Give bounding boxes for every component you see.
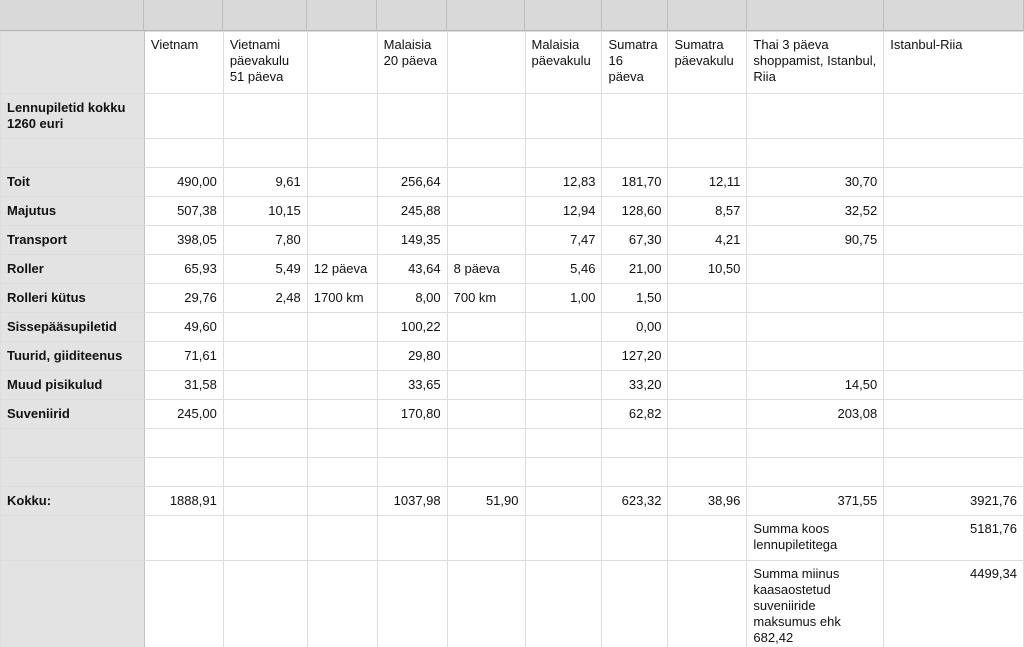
row-label[interactable]: Sissepääsupiletid (1, 313, 145, 342)
row-header[interactable] (1, 458, 145, 487)
row-rolleri-kytus (1, 284, 1024, 313)
cell[interactable]: 29,80 (377, 342, 447, 371)
column-title[interactable]: Vietnami päevakulu 51 päeva (223, 32, 307, 94)
cell[interactable] (144, 561, 223, 647)
column-header[interactable] (884, 0, 1024, 30)
budget-table (0, 31, 1024, 647)
cell[interactable] (602, 94, 668, 139)
flight-row (1, 94, 1024, 139)
cell[interactable] (307, 561, 377, 647)
cell[interactable] (602, 429, 668, 458)
cell[interactable] (525, 458, 602, 487)
cell[interactable]: 245,88 (377, 197, 447, 226)
cell[interactable] (144, 516, 223, 561)
cell[interactable]: 29,76 (144, 284, 223, 313)
cell[interactable] (223, 561, 307, 647)
cell[interactable]: 623,32 (602, 487, 668, 516)
summary-label[interactable]: Summa miinus kaasaostetud suveniiride maksumus ehk 682,42 (747, 561, 884, 647)
cell[interactable] (447, 226, 525, 255)
cell[interactable]: 51,90 (447, 487, 525, 516)
cell[interactable] (747, 458, 884, 487)
empty-row (1, 139, 1024, 168)
cell[interactable]: 49,60 (144, 313, 223, 342)
cell[interactable] (747, 284, 884, 313)
cell[interactable]: 21,00 (602, 255, 668, 284)
row-label[interactable]: Transport (1, 226, 145, 255)
row-label[interactable]: Roller (1, 255, 145, 284)
row-label[interactable]: Suveniirid (1, 400, 145, 429)
cell[interactable] (223, 487, 307, 516)
column-title[interactable]: Vietnam (144, 32, 223, 94)
cell[interactable] (223, 342, 307, 371)
cell[interactable]: 127,20 (602, 342, 668, 371)
cell[interactable] (307, 139, 377, 168)
cell[interactable] (223, 516, 307, 561)
cell[interactable] (223, 400, 307, 429)
column-title[interactable]: Istanbul-Riia (884, 32, 1024, 94)
cell[interactable]: 203,08 (747, 400, 884, 429)
cell[interactable] (668, 313, 747, 342)
column-header[interactable] (223, 0, 307, 30)
row-header[interactable] (1, 32, 145, 94)
cell[interactable] (602, 516, 668, 561)
cell[interactable] (447, 429, 525, 458)
cell[interactable]: 32,52 (747, 197, 884, 226)
cell[interactable] (377, 458, 447, 487)
row-label[interactable]: Lennupiletid kokku 1260 euri (1, 94, 145, 139)
column-header[interactable] (747, 0, 884, 30)
cell[interactable] (884, 226, 1024, 255)
cell[interactable] (747, 94, 884, 139)
cell[interactable]: 128,60 (602, 197, 668, 226)
row-label[interactable]: Majutus (1, 197, 145, 226)
row-label[interactable]: Tuurid, giiditeenus (1, 342, 145, 371)
cell[interactable] (884, 458, 1024, 487)
cell[interactable] (525, 139, 602, 168)
column-header[interactable] (602, 0, 668, 30)
cell[interactable] (602, 139, 668, 168)
cell[interactable] (525, 313, 602, 342)
row-label[interactable]: Rolleri kütus (1, 284, 145, 313)
cell[interactable] (525, 400, 602, 429)
cell[interactable]: 1888,91 (144, 487, 223, 516)
cell[interactable] (307, 313, 377, 342)
cell[interactable] (602, 561, 668, 647)
cell[interactable] (747, 139, 884, 168)
cell[interactable] (525, 342, 602, 371)
cell[interactable] (223, 371, 307, 400)
column-title[interactable]: Sumatra päevakulu (668, 32, 747, 94)
cell[interactable] (447, 313, 525, 342)
cell[interactable] (307, 429, 377, 458)
cell[interactable] (307, 516, 377, 561)
cell[interactable]: 12,83 (525, 168, 602, 197)
cell[interactable]: 33,65 (377, 371, 447, 400)
cell[interactable] (307, 342, 377, 371)
cell[interactable]: 4,21 (668, 226, 747, 255)
cell[interactable]: 256,64 (377, 168, 447, 197)
cell[interactable] (447, 516, 525, 561)
cell[interactable]: 67,30 (602, 226, 668, 255)
cell[interactable] (307, 458, 377, 487)
cell[interactable] (223, 313, 307, 342)
cell[interactable] (747, 429, 884, 458)
cell[interactable] (884, 255, 1024, 284)
cell[interactable] (377, 94, 447, 139)
column-title[interactable]: Malaisia 20 päeva (377, 32, 447, 94)
cell[interactable] (144, 94, 223, 139)
column-header[interactable] (0, 0, 144, 30)
column-title[interactable]: Sumatra 16 päeva (602, 32, 668, 94)
cell[interactable]: 12 päeva (307, 255, 377, 284)
cell[interactable] (307, 197, 377, 226)
column-header[interactable] (377, 0, 447, 30)
column-title[interactable]: Malaisia päevakulu (525, 32, 602, 94)
cell[interactable] (377, 139, 447, 168)
cell[interactable] (377, 429, 447, 458)
cell[interactable] (668, 342, 747, 371)
cell[interactable]: 3921,76 (884, 487, 1024, 516)
header-row (1, 32, 1024, 94)
cell[interactable]: 149,35 (377, 226, 447, 255)
cell[interactable] (884, 342, 1024, 371)
cell[interactable] (884, 429, 1024, 458)
cell[interactable]: 7,80 (223, 226, 307, 255)
cell[interactable]: 1037,98 (377, 487, 447, 516)
cell[interactable] (447, 94, 525, 139)
column-header[interactable] (525, 0, 602, 30)
cell[interactable] (307, 94, 377, 139)
column-header-bar (0, 0, 1024, 31)
cell[interactable] (447, 561, 525, 647)
column-title[interactable] (447, 32, 525, 94)
row-header[interactable] (1, 429, 145, 458)
row-toit (1, 168, 1024, 197)
cell[interactable]: 43,64 (377, 255, 447, 284)
cell[interactable] (223, 139, 307, 168)
cell[interactable] (223, 429, 307, 458)
summary-label[interactable]: Summa koos lennupiletitega (747, 516, 884, 561)
cell[interactable] (144, 458, 223, 487)
cell[interactable]: 65,93 (144, 255, 223, 284)
cell[interactable]: 62,82 (602, 400, 668, 429)
cell[interactable]: 371,55 (747, 487, 884, 516)
column-title[interactable]: Thai 3 päeva shoppamist, Istanbul, Riia (747, 32, 884, 94)
cell[interactable] (307, 371, 377, 400)
cell[interactable]: 245,00 (144, 400, 223, 429)
cell[interactable] (884, 139, 1024, 168)
cell[interactable] (525, 429, 602, 458)
column-header[interactable] (668, 0, 747, 30)
cell[interactable]: 8 päeva (447, 255, 525, 284)
cell[interactable] (884, 94, 1024, 139)
cell[interactable] (377, 561, 447, 647)
cell[interactable] (668, 561, 747, 647)
cell[interactable] (525, 371, 602, 400)
row-majutus (1, 197, 1024, 226)
cell[interactable] (884, 400, 1024, 429)
cell[interactable] (884, 284, 1024, 313)
cell[interactable]: 0,00 (602, 313, 668, 342)
cell[interactable]: 90,75 (747, 226, 884, 255)
row-muud-pisikulud (1, 371, 1024, 400)
cell[interactable] (525, 94, 602, 139)
cell[interactable]: 30,70 (747, 168, 884, 197)
cell[interactable] (884, 168, 1024, 197)
cell[interactable]: 5,46 (525, 255, 602, 284)
cell[interactable] (307, 487, 377, 516)
column-header[interactable] (307, 0, 377, 30)
cell[interactable] (307, 168, 377, 197)
summary-value[interactable]: 5181,76 (884, 516, 1024, 561)
summary-row-minus-souvenirs (1, 561, 1024, 647)
cell[interactable] (668, 516, 747, 561)
cell[interactable]: 1,00 (525, 284, 602, 313)
cell[interactable] (668, 139, 747, 168)
cell[interactable] (668, 371, 747, 400)
cell[interactable]: 71,61 (144, 342, 223, 371)
cell[interactable] (747, 342, 884, 371)
row-tuurid (1, 342, 1024, 371)
cell[interactable] (144, 429, 223, 458)
cell[interactable]: 12,94 (525, 197, 602, 226)
cell[interactable] (447, 458, 525, 487)
cell[interactable]: 10,15 (223, 197, 307, 226)
empty-row (1, 429, 1024, 458)
cell[interactable]: 181,70 (602, 168, 668, 197)
cell[interactable] (602, 458, 668, 487)
cell[interactable] (447, 139, 525, 168)
cell[interactable] (668, 284, 747, 313)
column-header[interactable] (447, 0, 525, 30)
cell[interactable]: 8,00 (377, 284, 447, 313)
column-header[interactable] (144, 0, 223, 30)
cell[interactable]: 700 km (447, 284, 525, 313)
row-label[interactable]: Toit (1, 168, 145, 197)
cell[interactable]: 507,38 (144, 197, 223, 226)
cell[interactable] (668, 400, 747, 429)
cell[interactable]: 33,20 (602, 371, 668, 400)
cell[interactable]: 8,57 (668, 197, 747, 226)
cell[interactable] (447, 197, 525, 226)
cell[interactable]: 10,50 (668, 255, 747, 284)
cell[interactable] (447, 400, 525, 429)
cell[interactable] (307, 226, 377, 255)
cell[interactable] (884, 371, 1024, 400)
row-transport (1, 226, 1024, 255)
cell[interactable]: 7,47 (525, 226, 602, 255)
cell[interactable] (668, 94, 747, 139)
cell[interactable]: 100,22 (377, 313, 447, 342)
cell[interactable]: 2,48 (223, 284, 307, 313)
cell[interactable] (884, 197, 1024, 226)
row-roller (1, 255, 1024, 284)
cell[interactable]: 170,80 (377, 400, 447, 429)
column-title[interactable] (307, 32, 377, 94)
row-header[interactable] (1, 139, 145, 168)
cell[interactable] (747, 313, 884, 342)
cell[interactable] (668, 458, 747, 487)
summary-row-with-flights (1, 516, 1024, 561)
cell[interactable]: 5,49 (223, 255, 307, 284)
cell[interactable]: 398,05 (144, 226, 223, 255)
cell[interactable] (447, 168, 525, 197)
row-suveniirid (1, 400, 1024, 429)
cell[interactable]: 14,50 (747, 371, 884, 400)
cell[interactable]: 1,50 (602, 284, 668, 313)
cell[interactable] (747, 255, 884, 284)
cell[interactable] (447, 342, 525, 371)
cell[interactable]: 490,00 (144, 168, 223, 197)
row-header[interactable] (1, 516, 145, 561)
cell[interactable]: 9,61 (223, 168, 307, 197)
cell[interactable] (223, 458, 307, 487)
cell[interactable] (144, 139, 223, 168)
cell[interactable]: 31,58 (144, 371, 223, 400)
cell[interactable] (377, 516, 447, 561)
total-row (1, 487, 1024, 516)
cell[interactable] (307, 400, 377, 429)
cell[interactable]: 1700 km (307, 284, 377, 313)
row-label[interactable]: Kokku: (1, 487, 145, 516)
cell[interactable] (525, 516, 602, 561)
cell[interactable]: 38,96 (668, 487, 747, 516)
cell[interactable] (668, 429, 747, 458)
row-label[interactable]: Muud pisikulud (1, 371, 145, 400)
cell[interactable] (447, 371, 525, 400)
cell[interactable] (884, 313, 1024, 342)
cell[interactable] (525, 561, 602, 647)
row-sissepaasupiletid (1, 313, 1024, 342)
summary-value[interactable]: 4499,34 (884, 561, 1024, 647)
cell[interactable] (525, 487, 602, 516)
row-header[interactable] (1, 561, 145, 647)
cell[interactable]: 12,11 (668, 168, 747, 197)
cell[interactable] (223, 94, 307, 139)
empty-row (1, 458, 1024, 487)
